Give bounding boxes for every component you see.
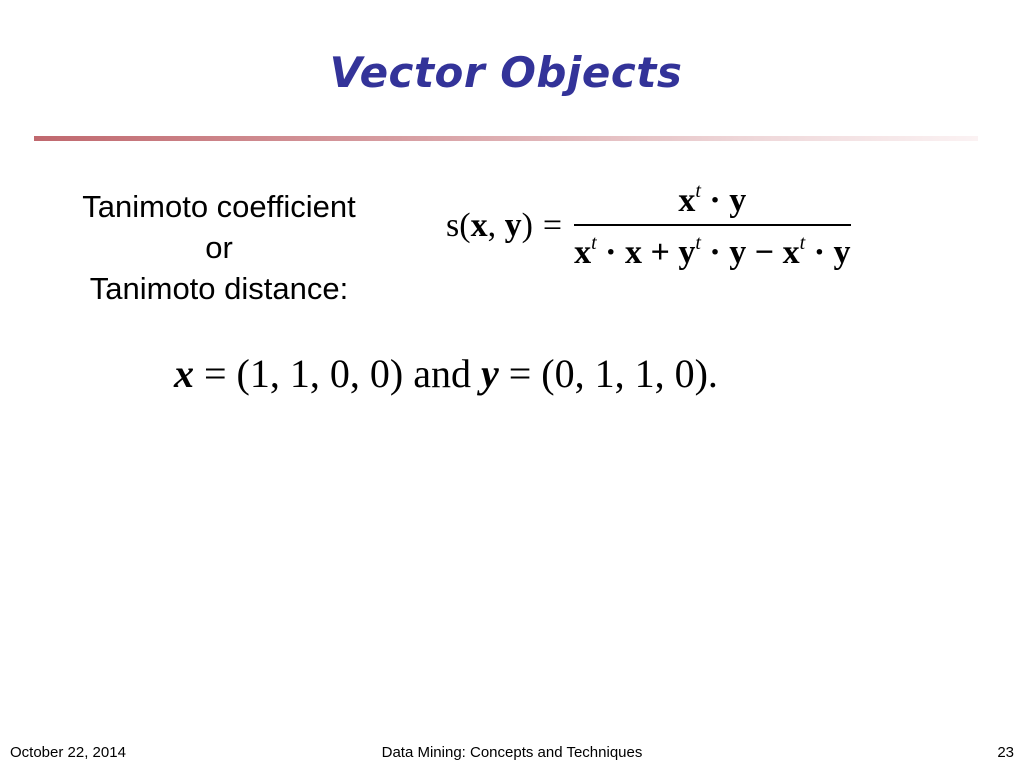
den-rest-3: · y: [805, 234, 851, 271]
title-divider: [34, 136, 978, 141]
formula-lhs-y: y: [504, 207, 522, 244]
formula-fn: s(: [446, 207, 471, 244]
den-x: x: [574, 234, 592, 271]
formula-lhs-close: ): [521, 207, 533, 244]
footer-date: October 22, 2014: [10, 744, 126, 761]
den-sup-1: t: [591, 232, 597, 254]
formula-fraction: [574, 180, 850, 272]
vector-x-var: x: [174, 351, 194, 396]
num-x: x: [678, 182, 696, 219]
den-rest-1: · x + y: [596, 234, 696, 271]
label-line-2: or: [205, 230, 233, 265]
formula-equals: =: [542, 207, 563, 244]
num-rest: · y: [700, 182, 747, 219]
den-sup-2: t: [695, 232, 701, 254]
example-vectors: [174, 350, 718, 397]
formula-lhs-x: x: [470, 207, 488, 244]
formula-denominator: [574, 226, 850, 272]
vector-y-var: y: [480, 351, 499, 396]
definition-label: [54, 186, 384, 309]
formula-lhs: [446, 207, 533, 245]
vector-x-value: = (1, 1, 0, 0) and: [194, 351, 481, 396]
label-line-1: Tanimoto coefficient: [82, 189, 356, 224]
num-sup: t: [695, 180, 701, 202]
label-line-3: Tanimoto distance:: [89, 271, 349, 306]
vector-y-value: = (0, 1, 1, 0).: [498, 351, 718, 396]
formula-lhs-sep: ,: [487, 207, 505, 244]
formula-numerator: [678, 180, 746, 224]
den-sup-3: t: [799, 232, 806, 254]
tanimoto-formula: [446, 180, 851, 272]
slide-title: Vector Objects: [329, 48, 683, 97]
footer-course-title: Data Mining: Concepts and Techniques: [381, 744, 643, 761]
footer-page-number: 23: [997, 744, 1014, 761]
den-rest-2: · y − x: [700, 234, 800, 271]
